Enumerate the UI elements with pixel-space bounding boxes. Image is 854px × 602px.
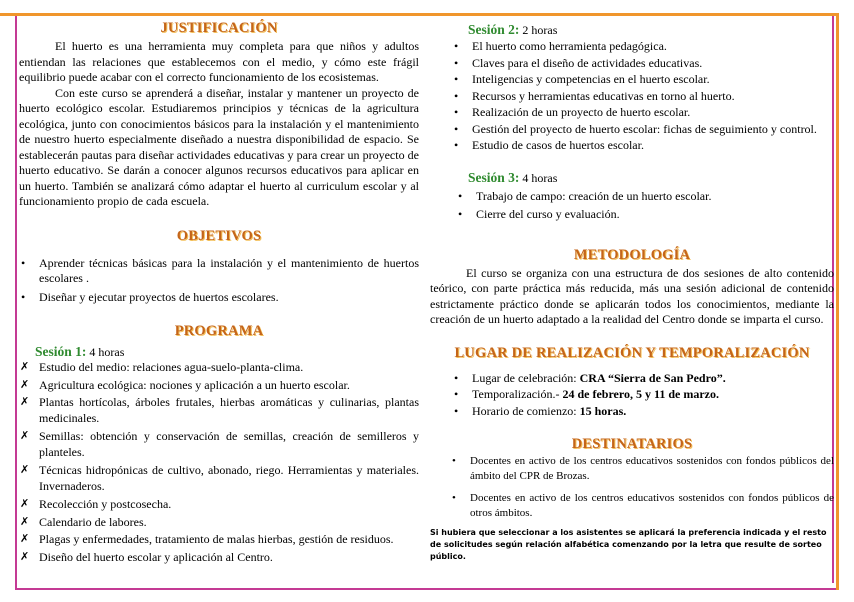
- destinatarios-heading: DESTINATARIOS: [571, 436, 693, 452]
- list-item: ✗ Técnicas hidropónicas de cultivo, abonado, riego. Herramientas y materiales. Invernaderos.: [20, 463, 419, 493]
- list-item: • Gestión del proyecto de huerto escolar: fichas de seguimiento y control.: [452, 122, 834, 138]
- frame-left-border: [15, 16, 17, 590]
- frame-bottom-border: [15, 588, 839, 590]
- sesion-1-hours: 4 horas: [86, 345, 125, 359]
- list-item: • El huerto como herramienta pedagógica.: [452, 39, 834, 55]
- justificacion-paragraph-1: El huerto es una herramienta muy completa para que niños y adultos entiendan las relaciones que establecemos con el medio, y cómo este frágil equilibrio puede acabar con el correcto funcionamiento de los ecosistemas.: [19, 39, 419, 84]
- left-column: [19, 20, 419, 565]
- sesion-2-list: [452, 39, 834, 154]
- list-item: ✗ Plagas y enfermedades, tratamiento de malas hierbas, gestión de residuos.: [20, 532, 394, 546]
- cross-bullet-icon: ✗: [20, 430, 30, 442]
- objetivos-heading: OBJETIVOS: [176, 227, 262, 244]
- frame-top-border: [0, 13, 839, 16]
- list-item: ✗ Semillas: obtención y conservación de semillas, creación de semilleros y planteles.: [20, 429, 419, 459]
- selection-note: Si hubiera que seleccionar a los asistentes se aplicará la preferencia indicada y el resto de solicitudes según relación alfabética comenzando por la letra que resulte de sorteo público.: [430, 528, 827, 561]
- objetivos-list: [19, 256, 419, 306]
- programa-heading: PROGRAMA: [174, 323, 264, 339]
- lugar-heading: LUGAR DE REALIZACIÓN Y TEMPORALIZACIÓN: [454, 344, 810, 361]
- sesion-3-header: [430, 170, 834, 186]
- sesion-2-title: Sesión 2:: [468, 22, 520, 37]
- list-item: ✗ Calendario de labores.: [20, 514, 147, 529]
- sesion-1-list: [19, 360, 419, 565]
- destinatarios-item: • Docentes en activo de los centros educativos sostenidos con fondos públicos de otros ámbitos.: [450, 491, 834, 521]
- frame-right-border-orange: [836, 13, 839, 590]
- list-item: ✗ Plantas hortícolas, árboles frutales, hierbas aromáticas y culinarias, plantas medicinales.: [20, 395, 419, 425]
- sesion-3-title: Sesión 3:: [468, 169, 520, 185]
- objetivos-item: • Diseñar y ejecutar proyectos de huertos escolares.: [19, 290, 419, 306]
- cross-bullet-icon: ✗: [20, 515, 30, 528]
- sesion-2-hours: 2 horas: [519, 23, 558, 37]
- list-item: ✗ Recolección y postcosecha.: [20, 497, 172, 511]
- cross-bullet-icon: ✗: [20, 361, 30, 373]
- destinatarios-item: • Docentes en activo de los centros educativos sostenidos con fondos públicos del ámbito del CPR de Brozas.: [450, 454, 834, 484]
- list-item: ✗ Diseño del huerto escolar y aplicación al Centro.: [20, 549, 273, 564]
- list-item: • Trabajo de campo: creación de un huerto escolar.: [456, 189, 834, 205]
- list-item: ✗ Agricultura ecológica: nociones y aplicación a un huerto escolar.: [20, 377, 350, 392]
- cross-bullet-icon: ✗: [20, 396, 30, 408]
- lugar-item: • Lugar de celebración: CRA “Sierra de San Pedro”.: [452, 371, 834, 387]
- metodologia-heading: METODOLOGÍA: [573, 246, 691, 263]
- destinatarios-list: [450, 454, 834, 521]
- list-item: • Cierre del curso y evaluación.: [456, 207, 834, 223]
- metodologia-paragraph: El curso se organiza con una estructura de dos sesiones de alto contenido teórico, con parte práctica más reducida, más una sesión adicional de contenido estrictamente práctico donde se aplicarán todos los conocimientos, mediante la creación de un huerto adaptado a la realidad del Centro donde se imparta el curso.: [430, 265, 834, 326]
- sesion-3-list: [456, 189, 834, 223]
- cross-bullet-icon: ✗: [20, 550, 30, 563]
- list-item: • Realización de un proyecto de huerto escolar.: [452, 105, 834, 121]
- cross-bullet-icon: ✗: [20, 464, 30, 476]
- temporalizacion-item: • Temporalización.- 24 de febrero, 5 y 11 de marzo.: [452, 387, 834, 403]
- list-item: • Inteligencias y competencias en el huerto escolar.: [452, 72, 834, 88]
- objetivos-item: • Aprender técnicas básicas para la instalación y el mantenimiento de huertos escolares .: [19, 256, 419, 287]
- sesion-1-title: Sesión 1:: [35, 344, 87, 359]
- justificacion-heading: JUSTIFICACIÓN: [160, 20, 278, 36]
- sesion-2-header: [430, 22, 834, 38]
- list-item: ✗ Estudio del medio: relaciones agua-suelo-planta-clima.: [20, 360, 304, 374]
- list-item: • Recursos y herramientas educativas en torno al huerto.: [452, 89, 834, 105]
- cross-bullet-icon: ✗: [20, 533, 30, 545]
- list-item: • Estudio de casos de huertos escolar.: [452, 138, 834, 154]
- justificacion-paragraph-2: Con este curso se aprenderá a diseñar, instalar y mantener un proyecto de huerto ecológico escolar. Estudiaremos principios y técnicas de la agricultura ecológica, junto con conocimientos básicos para la instalación y el mantenimiento de nuestro huerto especialmente diseñado a nuestra disponibilidad de espacio. Se establecerán pautas para diseñar actividades educativas y para crear un proyecto de huerto educativo. Se darán a conocer algunos recursos educativos para aplicar en un huerto. También se analizará cómo adaptar el huerto al curriculum escolar y al funcionamiento propio de cada escuela.: [19, 85, 419, 208]
- cross-bullet-icon: ✗: [20, 378, 30, 391]
- lugar-list: [452, 371, 834, 420]
- right-column: [430, 20, 834, 563]
- cross-bullet-icon: ✗: [20, 498, 30, 510]
- list-item: • Claves para el diseño de actividades educativas.: [452, 56, 834, 72]
- sesion-3-hours: 4 horas: [519, 170, 558, 185]
- horario-item: • Horario de comienzo: 15 horas.: [452, 404, 834, 420]
- sesion-1-header: [19, 344, 419, 360]
